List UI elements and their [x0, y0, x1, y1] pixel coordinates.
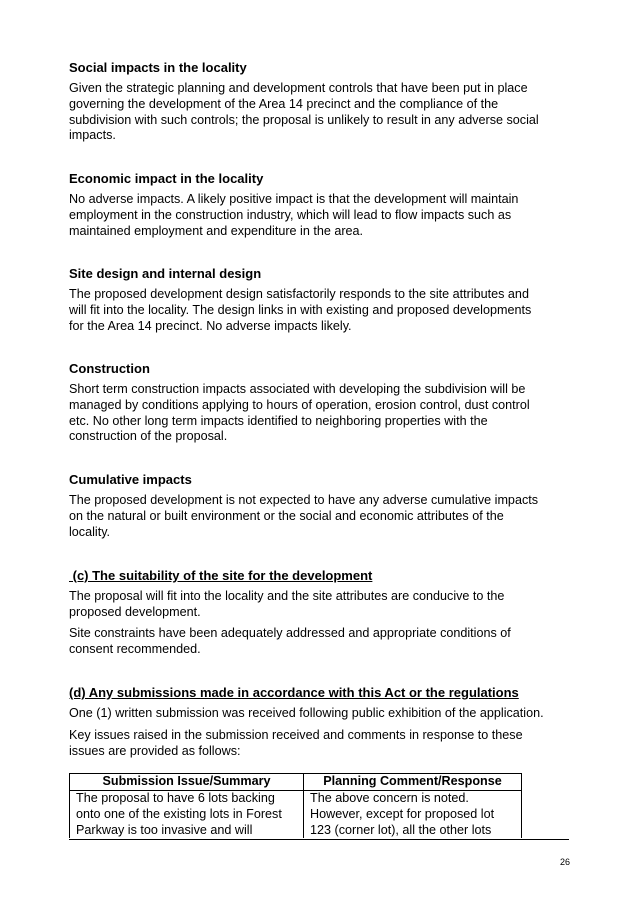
table-header-response: Planning Comment/Response [304, 774, 522, 791]
submissions-para-1: One (1) written submission was received following public exhibition of the application. [69, 706, 544, 720]
section-heading-submissions: (d) Any submissions made in accordance with this Act or the regulations [69, 685, 519, 700]
page-number: 26 [559, 857, 570, 867]
submission-table [69, 773, 522, 838]
section-body-economic: No adverse impacts. A likely positive impact is that the development will maintain employment in the construction industry, which will lead to flow impacts such as maintained employment and expenditure in the area. [69, 192, 519, 238]
submissions-para-2: Key issues raised in the submission received and comments in response to these issues are provided as follows: [69, 728, 523, 758]
section-heading-site-design: Site design and internal design [69, 266, 262, 281]
footer-rule [69, 839, 569, 840]
table-cell-response: The above concern is noted. However, except for proposed lot 123 (corner lot), all the other lots [304, 791, 522, 839]
section-heading-social: Social impacts in the locality [69, 60, 247, 75]
table-header-row [70, 774, 522, 791]
section-body-site-design: The proposed development design satisfactorily responds to the site attributes and will fit into the locality. The design links in with existing and proposed developments for the Area 14 precinct. No adverse impacts likely. [69, 287, 532, 333]
section-body-social: Given the strategic planning and development controls that have been put in place governing the development of the Area 14 precinct and the compliance of the subdivision with such controls; the proposal is unlikely to result in any adverse social impacts. [69, 81, 539, 143]
section-heading-cumulative: Cumulative impacts [69, 472, 192, 487]
section-heading-suitability: (c) The suitability of the site for the development [69, 568, 373, 583]
section-heading-economic: Economic impact in the locality [69, 171, 264, 186]
table-row [70, 791, 522, 839]
suitability-para-1: The proposal will fit into the locality and the site attributes are conducive to the proposed development. [69, 589, 505, 619]
section-body-construction: Short term construction impacts associated with developing the subdivision will be managed by conditions applying to hours of operation, erosion control, dust control etc. No other long term impacts identified to neighboring properties with the construction of the proposal. [69, 382, 530, 444]
table-header-issue: Submission Issue/Summary [70, 774, 304, 791]
section-heading-construction: Construction [69, 361, 150, 376]
section-body-cumulative: The proposed development is not expected to have any adverse cumulative impacts on the natural or built environment or the social and economic attributes of the locality. [69, 493, 539, 539]
suitability-para-2: Site constraints have been adequately addressed and appropriate conditions of consent recommended. [69, 626, 511, 656]
table-cell-issue: The proposal to have 6 lots backing onto one of the existing lots in Forest Parkway is too invasive and will [70, 791, 304, 839]
